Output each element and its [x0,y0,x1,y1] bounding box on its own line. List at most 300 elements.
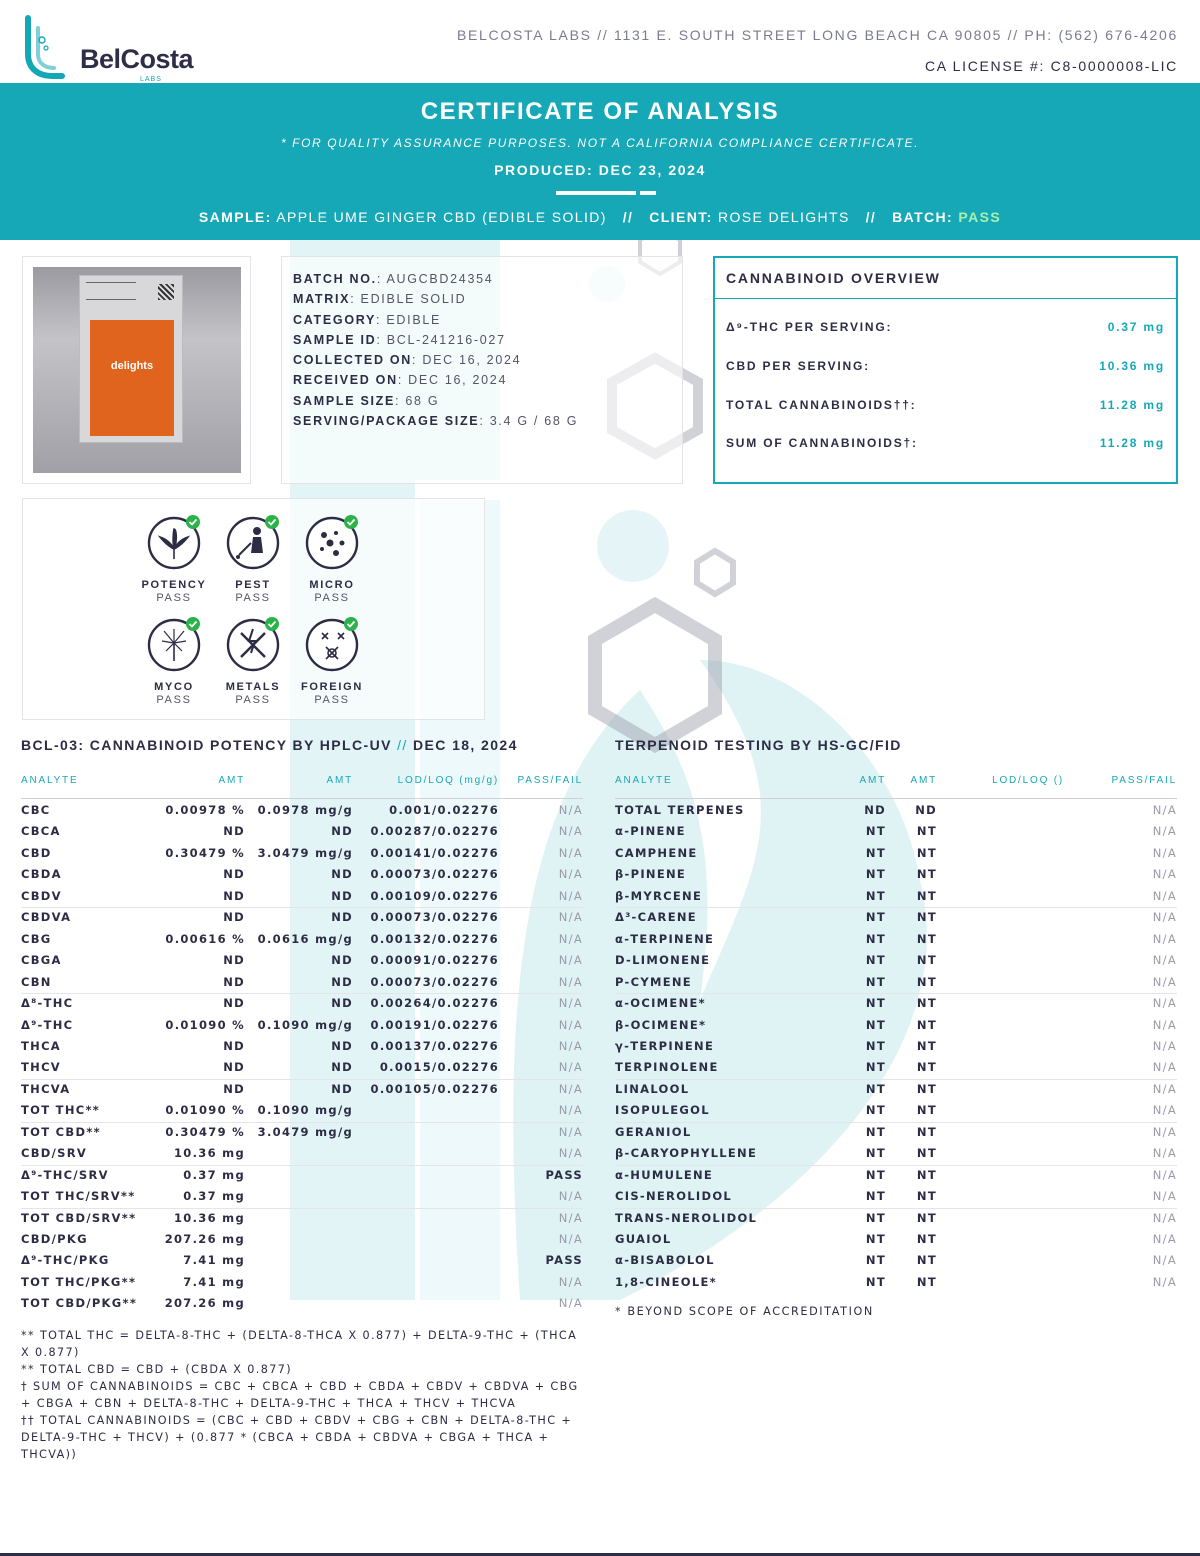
test-badge-pest [213,515,293,604]
amount: NT [916,1124,937,1139]
amount: NT [865,1081,886,1096]
lod-loq: 0.001/0.02276 [389,803,499,817]
amount-percent: ND [223,996,245,1011]
separator: // [622,209,634,225]
table-row [0,1232,1200,1253]
info-value: : DEC 16, 2024 [412,353,522,368]
pass-fail: N/A [558,1274,583,1289]
amount-percent: ND [223,824,245,839]
footnote-line: † SUM OF CANNABINOIDS = CBC + CBCA + CBD + CBDA + CBDV + CBDVA + CBG + CBGA + CBN + DELTA-8-THC + DELTA-9-THC + THCA + THCV + THCVA [21,1380,579,1410]
header-rule [615,798,1177,799]
analyte-name: α-OCIMENE* [615,996,706,1011]
test-name: MYCO [154,681,194,693]
amount: NT [916,1081,937,1096]
amount-mass: ND [331,1060,353,1075]
analyte-name: CBCA [21,824,61,839]
footnote-line: ** TOTAL THC = DELTA-8-THC + (DELTA-8-THCA X 0.877) + DELTA-9-THC + (THCA X 0.877) [21,1329,578,1359]
amount: NT [865,1253,886,1268]
document-title: CERTIFICATE OF ANALYSIS [420,98,780,125]
pass-fail: N/A [558,1060,583,1075]
table-row [0,846,1200,867]
table-header: PASS/FAIL [517,775,583,786]
product-label [90,320,174,436]
table-header: ANALYTE [21,775,79,786]
test-badge-myco [134,617,214,706]
table-header: PASS/FAIL [1111,775,1177,786]
amount-percent: 0.01090 % [165,1103,245,1118]
test-result: PASS [235,592,271,604]
pass-fail: N/A [558,1146,583,1161]
table-header: AMT [326,775,353,786]
overview-label: CBD PER SERVING: [726,359,870,373]
pass-fail: PASS [545,1167,583,1182]
overview-value: 11.28 mg [1099,398,1165,412]
sample-label: SAMPLE: [198,209,272,225]
amount: NT [916,953,937,968]
overview-label: TOTAL CANNABINOIDS††: [726,398,917,412]
lab-address: BELCOSTA LABS // 1131 E. SOUTH STREET LONG BEACH CA 90805 // PH: (562) 676-4206 [456,27,1178,43]
table-header: LOD/LOQ (mg/g) [397,775,499,786]
pass-fail: N/A [558,1038,583,1053]
amount: NT [916,974,937,989]
row-divider [615,1079,1177,1080]
pass-fail: N/A [558,910,583,925]
pass-fail: N/A [1152,953,1177,968]
pass-fail: N/A [1152,996,1177,1011]
analyte-name: CBC [21,803,51,817]
amount: NT [865,1124,886,1139]
amount: NT [865,996,886,1011]
lab-license: CA LICENSE #: C8-0000008-LIC [924,58,1178,74]
analyte-name: β-PINENE [615,867,687,882]
check-icon [344,617,358,631]
amount: NT [865,867,886,882]
overview-row [726,398,1165,418]
amount-percent: 7.41 mg [183,1274,245,1289]
sample-value: APPLE UME GINGER CBD (EDIBLE SOLID) [276,209,607,225]
amount: NT [916,1210,937,1225]
pass-fail: N/A [558,1017,583,1032]
test-name: METALS [225,681,281,693]
amount-percent: 0.37 mg [183,1189,245,1204]
table-row [0,1296,600,1317]
amount: NT [865,1017,886,1032]
table-row [0,1039,1200,1060]
info-value: : AUGCBD24354 [376,272,494,286]
overview-row [726,359,1165,379]
microbe-icon [304,515,360,571]
amount-mass: ND [331,953,353,968]
overview-value: 10.36 mg [1099,359,1165,373]
analyte-name: CBD/PKG [21,1232,88,1246]
info-row [293,391,682,411]
overview-value: 11.28 mg [1099,436,1165,450]
logo-wordmark: BelCosta [80,44,194,74]
table-row [0,1211,1200,1232]
pass-fail: N/A [558,1124,583,1139]
amount: NT [865,1167,886,1182]
table-row [0,996,1200,1017]
pass-fail: N/A [558,1189,583,1204]
table-row [0,1125,1200,1146]
info-label: COLLECTED ON [293,353,413,368]
amount: NT [916,1017,937,1032]
info-label: CATEGORY [293,312,377,327]
sprayer-icon [225,515,281,571]
analyte-name: β-CARYOPHYLLENE [615,1146,758,1161]
lod-loq: 0.00073/0.02276 [370,974,499,989]
analyte-name: ISOPULEGOL [615,1103,710,1118]
amount: NT [865,910,886,925]
pass-fail: N/A [1152,1038,1177,1053]
amount: NT [916,1189,937,1204]
pass-fail: N/A [1152,910,1177,925]
pass-fail: N/A [1152,1189,1177,1204]
amount-mass: 0.0616 mg/g [257,931,353,946]
info-label: SERVING/PACKAGE SIZE [293,414,480,429]
pass-fail: N/A [1152,867,1177,882]
sample-photo [33,267,241,473]
lod-loq: 0.00287/0.02276 [370,824,499,839]
amount: NT [916,931,937,946]
test-result: PASS [235,694,271,706]
info-row [293,289,682,309]
row-divider [615,993,1177,994]
amount-percent: 0.00616 % [165,931,245,946]
test-name: FOREIGN [300,681,363,693]
lod-loq: 0.00073/0.02276 [370,867,499,882]
table-row [0,824,1200,845]
amount: NT [865,953,886,968]
amount: NT [916,910,937,925]
info-row [293,411,682,431]
belcosta-logo [22,14,194,83]
potency-title [21,737,518,753]
lod-loq: 0.00137/0.02276 [370,1038,499,1053]
amount-percent: 207.26 mg [164,1232,245,1246]
amount-mass: ND [331,996,353,1011]
batch-label: BATCH: [892,209,954,225]
analyte-name: α-TERPINENE [615,931,715,946]
info-row [293,310,682,330]
amount-percent: 0.00978 % [165,803,245,817]
analyte-name: β-OCIMENE* [615,1017,707,1032]
info-label: SAMPLE SIZE [293,393,396,408]
analyte-name: Δ⁹-THC/SRV [21,1167,109,1182]
lod-loq: 0.00132/0.02276 [370,931,499,946]
amount: NT [916,1167,937,1182]
amount: NT [865,888,886,903]
pass-fail: N/A [558,1232,583,1246]
pass-fail: N/A [1152,1103,1177,1118]
terpene-title: TERPENOID TESTING BY HS-GC/FID [615,737,902,753]
handwritten-label [86,282,136,300]
info-value: : EDIBLE SOLID [350,292,467,307]
analyte-name: α-HUMULENE [615,1167,714,1182]
pass-fail: N/A [1152,1253,1177,1268]
amount: NT [865,1210,886,1225]
test-name: PEST [235,579,271,591]
table-row [0,910,1200,931]
analyte-name: γ-TERPINENE [615,1038,715,1053]
amount: NT [865,931,886,946]
cannabis-leaf-icon [146,515,202,571]
check-icon [265,515,279,529]
potency-title-text: BCL-03: CANNABINOID POTENCY BY HPLC-UV [21,737,392,753]
test-badge-metals [213,617,293,706]
table-header: LOD/LOQ () [992,775,1064,786]
lod-loq: 0.00109/0.02276 [370,888,499,903]
amount-percent: 10.36 mg [174,1146,245,1161]
analyte-name: CBDA [21,867,62,882]
pass-fail: N/A [1152,1146,1177,1161]
qr-code [158,284,174,300]
info-value: : 3.4 G / 68 G [479,414,579,429]
amount: NT [916,888,937,903]
title-separator: // [397,737,408,753]
product-bag [79,275,183,443]
pass-fail: N/A [1152,1017,1177,1032]
amount-mass: ND [331,1038,353,1053]
test-badge-micro [292,515,372,604]
produced-date: PRODUCED: DEC 23, 2024 [494,162,706,178]
pass-fail: N/A [558,1103,583,1118]
analyte-name: TOTAL TERPENES [615,803,745,817]
table-row [0,1253,1200,1274]
analyte-name: TOT THC/SRV** [21,1189,136,1204]
check-icon [344,515,358,529]
amount-mass: ND [331,974,353,989]
amount-percent: ND [223,953,245,968]
amount-mass: 0.1090 mg/g [257,1103,353,1118]
amount: NT [865,1060,886,1075]
analyte-name: Δ⁸-THC [21,996,74,1011]
amount: ND [915,803,937,817]
table-row [0,932,1200,953]
analyte-name: β-MYRCENE [615,888,703,903]
analyte-name: TOT CBD/PKG** [21,1296,138,1311]
table-row [0,1275,1200,1296]
analyte-name: TOT CBD** [21,1124,101,1139]
amount-mass: 0.1090 mg/g [257,1017,353,1032]
amount: NT [865,845,886,860]
amount: NT [916,1103,937,1118]
analyte-name: CBGA [21,953,62,968]
analyte-name: CBD [21,845,52,860]
lod-loq: 0.00073/0.02276 [370,910,499,925]
amount-mass: 3.0479 mg/g [257,1124,353,1139]
pass-fail: N/A [1152,1060,1177,1075]
info-value: : BCL-241216-027 [376,332,506,347]
table-row [0,867,1200,888]
amount: NT [865,974,886,989]
analyte-name: Δ⁹-THC/PKG [21,1253,110,1268]
info-value: : 68 G [395,393,440,408]
amount: ND [864,803,886,817]
analyte-name: α-BISABOLOL [615,1253,715,1268]
potency-footnotes [21,1327,591,1463]
info-row [293,269,682,289]
logo-subtext: LABS [140,76,162,83]
table-header: AMT [910,775,937,786]
amount-percent: 0.01090 % [165,1017,245,1032]
row-divider [615,1122,1177,1123]
sample-info-panel [281,256,683,484]
analyte-name: TOT THC** [21,1103,101,1118]
pass-fail: N/A [558,996,583,1011]
amount-percent: 10.36 mg [174,1210,245,1225]
table-row [0,1082,1200,1103]
analyte-name: TERPINOLENE [615,1060,719,1075]
amount-percent: ND [223,1038,245,1053]
amount: NT [865,824,886,839]
pass-fail: N/A [1152,845,1177,860]
amount-percent: ND [223,1060,245,1075]
lightning-icon [225,617,281,673]
amount-percent: ND [223,1081,245,1096]
amount: NT [916,1232,937,1246]
overview-label: Δ⁹-THC PER SERVING: [726,320,893,334]
amount-percent: ND [223,888,245,903]
amount-percent: 0.30479 % [165,1124,245,1139]
pass-fail: N/A [1152,931,1177,946]
amount-percent: ND [223,867,245,882]
header-rule [21,798,583,799]
amount: NT [916,1274,937,1289]
analyte-name: CBN [21,974,52,989]
analyte-name: TRANS-NEROLIDOL [615,1210,758,1225]
test-result: PASS [314,592,350,604]
analyte-name: CBDV [21,888,62,903]
flask-icon [22,14,82,80]
pass-fail: N/A [1152,1232,1177,1246]
amount-percent: 0.30479 % [165,845,245,860]
analyte-name: THCA [21,1038,62,1053]
pass-fail: N/A [1152,803,1177,817]
pass-fail: N/A [558,803,583,817]
overview-divider [715,298,1176,299]
pass-fail: N/A [1152,1274,1177,1289]
foreign-matter-icon [304,617,360,673]
analyte-name: Δ⁹-THC [21,1017,74,1032]
analyte-name: CBG [21,931,52,946]
pass-fail: N/A [558,1210,583,1225]
info-label: RECEIVED ON [293,373,398,388]
analyte-name: CBD/SRV [21,1146,88,1161]
pass-fail: N/A [558,974,583,989]
amount: NT [865,1189,886,1204]
overview-title: CANNABINOID OVERVIEW [726,270,941,286]
amount-mass: ND [331,910,353,925]
analyte-name: CBDVA [21,910,72,925]
amount: NT [916,824,937,839]
row-divider [615,907,1177,908]
amount-mass: ND [331,867,353,882]
lod-loq: 0.00191/0.02276 [370,1017,499,1032]
test-name: POTENCY [141,579,207,591]
table-row [0,953,1200,974]
pass-fail: N/A [558,931,583,946]
check-icon [265,617,279,631]
sample-line [0,209,1200,225]
table-row [0,803,1200,824]
amount-percent: 0.37 mg [183,1167,245,1182]
lod-loq: 0.00141/0.02276 [370,845,499,860]
amount: NT [916,1060,937,1075]
check-icon [186,617,200,631]
info-value: : DEC 16, 2024 [397,373,508,388]
test-status-panel [22,498,485,720]
test-name: MICRO [309,579,355,591]
client-label: CLIENT: [649,209,713,225]
overview-value: 0.37 mg [1107,320,1165,334]
analyte-name: GUAIOL [615,1232,672,1246]
pass-fail: N/A [1152,1167,1177,1182]
amount-percent: 207.26 mg [164,1296,245,1311]
batch-result: PASS [958,209,1002,225]
test-result: PASS [156,694,192,706]
analyte-name: THCV [21,1060,62,1075]
pass-fail: N/A [1152,1210,1177,1225]
separator: // [865,209,877,225]
amount: NT [865,1038,886,1053]
lod-loq: 0.0015/0.02276 [379,1060,499,1075]
overview-row [726,436,1165,456]
product-brand: delights [110,360,154,372]
info-label: SAMPLE ID [293,332,377,347]
analyte-name: α-PINENE [615,824,686,839]
amount-mass: ND [331,888,353,903]
table-header: AMT [859,775,886,786]
amount-mass: 0.0978 mg/g [257,803,353,817]
analyte-name: Δ³-CARENE [615,910,697,925]
analyte-name: TOT THC/PKG** [21,1274,137,1289]
pass-fail: N/A [558,824,583,839]
sample-photo-frame [22,256,251,484]
info-row [293,330,682,350]
pass-fail: N/A [1152,1124,1177,1139]
pass-fail: N/A [1152,888,1177,903]
amount-percent: ND [223,910,245,925]
analyte-name: CIS-NEROLIDOL [615,1189,733,1204]
amount: NT [916,1038,937,1053]
test-result: PASS [314,694,350,706]
pass-fail: N/A [558,888,583,903]
analyte-name: THCVA [21,1081,71,1096]
test-badge-foreign [292,617,372,706]
info-label: MATRIX [293,292,351,307]
client-value: ROSE DELIGHTS [717,209,850,225]
table-header: ANALYTE [615,775,673,786]
analyte-name: 1,8-CINEOLE* [615,1274,717,1289]
analyte-name: P-CYMENE [615,974,692,989]
row-divider [615,1208,1177,1209]
amount: NT [916,867,937,882]
amount: NT [916,1253,937,1268]
overview-label: SUM OF CANNABINOIDS†: [726,436,918,450]
table-header: AMT [218,775,245,786]
amount: NT [916,996,937,1011]
amount: NT [865,1274,886,1289]
lod-loq: 0.00264/0.02276 [370,996,499,1011]
amount-mass: ND [331,1081,353,1096]
overview-row [726,320,1165,340]
pass-fail: N/A [558,867,583,882]
info-row [293,370,682,390]
analyte-name: TOT CBD/SRV** [21,1210,137,1225]
lod-loq: 0.00105/0.02276 [370,1081,499,1096]
analyte-name: GERANIOL [615,1124,692,1139]
